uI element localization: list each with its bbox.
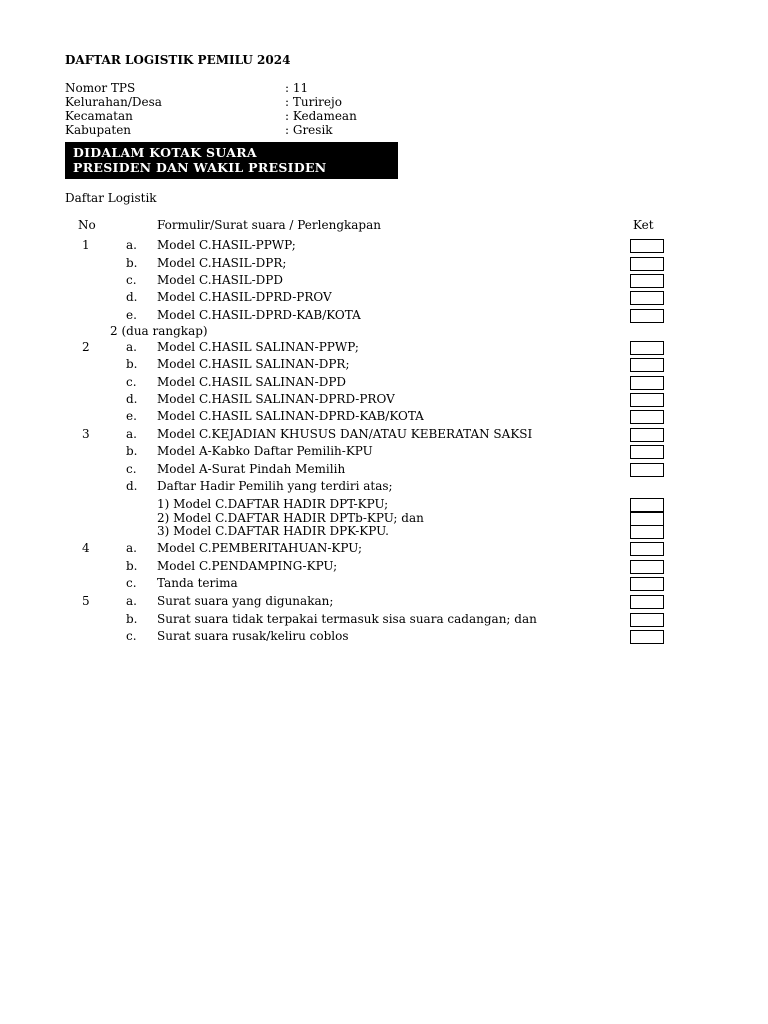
- item-text: 2) Model C.DAFTAR HADIR DPTb-KPU; dan: [157, 511, 424, 525]
- banner-line-1: DIDALAM KOTAK SUARA: [73, 145, 257, 160]
- meta-row-kecamatan: [65, 109, 465, 123]
- meta-value: : Kedamean: [285, 109, 357, 123]
- item-text: Model C.HASIL-DPRD-PROV: [157, 290, 332, 304]
- row-number: 2: [82, 340, 90, 354]
- ket-checkbox[interactable]: [630, 291, 664, 305]
- item-text: Model C.HASIL SALINAN-DPRD-PROV: [157, 392, 395, 406]
- meta-value: : Turirejo: [285, 95, 342, 109]
- column-header-ket: Ket: [633, 218, 654, 232]
- meta-value: : 11: [285, 81, 309, 95]
- ket-checkbox[interactable]: [630, 577, 664, 591]
- column-header-item: Formulir/Surat suara / Perlengkapan: [157, 218, 381, 232]
- item-text: Model C.HASIL SALINAN-DPRD-KAB/KOTA: [157, 409, 424, 423]
- item-letter: c.: [126, 462, 137, 476]
- item-text: Daftar Hadir Pemilih yang terdiri atas;: [157, 479, 393, 493]
- section-banner: [65, 142, 398, 179]
- meta-row-kelurahan: [65, 95, 465, 109]
- item-text: 1) Model C.DAFTAR HADIR DPT-KPU;: [157, 497, 389, 511]
- item-letter: c.: [126, 375, 137, 389]
- item-text: Model A-Surat Pindah Memilih: [157, 462, 346, 476]
- ket-checkbox[interactable]: [630, 613, 664, 627]
- ket-checkbox[interactable]: [630, 445, 664, 459]
- ket-checkbox[interactable]: [630, 376, 664, 390]
- item-letter: d.: [126, 392, 138, 406]
- ket-checkbox[interactable]: [630, 341, 664, 355]
- item-letter: a.: [126, 340, 137, 354]
- item-letter: d.: [126, 290, 138, 304]
- list-subheading: Daftar Logistik: [65, 191, 157, 205]
- item-text: Model C.HASIL SALINAN-PPWP;: [157, 340, 359, 354]
- item-text: Surat suara tidak terpakai termasuk sisa suara cadangan; dan: [157, 612, 537, 626]
- meta-label: Nomor TPS: [65, 81, 136, 95]
- meta-value: : Gresik: [285, 123, 333, 137]
- item-text: Model C.HASIL SALINAN-DPR;: [157, 357, 350, 371]
- item-letter: c.: [126, 629, 137, 643]
- item-letter: b.: [126, 256, 138, 270]
- meta-row-tps: [65, 81, 465, 95]
- item-letter: a.: [126, 594, 137, 608]
- item-text: 3) Model C.DAFTAR HADIR DPK-KPU.: [157, 524, 389, 538]
- item-letter: c.: [126, 273, 137, 287]
- ket-checkbox[interactable]: [630, 410, 664, 424]
- ket-checkbox[interactable]: [630, 595, 664, 609]
- row-number: 4: [82, 541, 90, 555]
- row-number: 1: [82, 238, 90, 252]
- ket-checkbox[interactable]: [630, 257, 664, 271]
- tps-info: [65, 81, 465, 137]
- ket-checkbox[interactable]: [630, 274, 664, 288]
- ket-checkbox[interactable]: [630, 239, 664, 253]
- ket-checkbox[interactable]: [630, 542, 664, 556]
- item-text: Model C.PEMBERITAHUAN-KPU;: [157, 541, 362, 555]
- item-letter: e.: [126, 308, 137, 322]
- meta-label: Kecamatan: [65, 109, 133, 123]
- row-number: 5: [82, 594, 90, 608]
- item-letter: b.: [126, 559, 138, 573]
- row-number: 3: [82, 427, 90, 441]
- item-letter: b.: [126, 612, 138, 626]
- banner-line-2: PRESIDEN DAN WAKIL PRESIDEN: [73, 160, 327, 175]
- item-letter: a.: [126, 427, 137, 441]
- item-text: Model C.HASIL-DPD: [157, 273, 283, 287]
- ket-checkbox[interactable]: [630, 309, 664, 323]
- item-letter: e.: [126, 409, 137, 423]
- item-letter: b.: [126, 357, 138, 371]
- ket-checkbox[interactable]: [630, 630, 664, 644]
- item-text: Model C.KEJADIAN KHUSUS DAN/ATAU KEBERATAN SAKSI: [157, 427, 533, 441]
- ket-checkbox[interactable]: [630, 463, 664, 477]
- ket-checkbox[interactable]: [630, 560, 664, 574]
- item-letter: a.: [126, 238, 137, 252]
- ket-checkbox[interactable]: [630, 512, 664, 526]
- ket-checkbox[interactable]: [630, 393, 664, 407]
- item-letter: b.: [126, 444, 138, 458]
- group-note: 2 (dua rangkap): [110, 324, 208, 338]
- item-text: Model A-Kabko Daftar Pemilih-KPU: [157, 444, 373, 458]
- item-text: Model C.HASIL SALINAN-DPD: [157, 375, 347, 389]
- ket-checkbox[interactable]: [630, 428, 664, 442]
- item-text: Model C.HASIL-DPRD-KAB/KOTA: [157, 308, 361, 322]
- item-text: Model C.PENDAMPING-KPU;: [157, 559, 338, 573]
- item-letter: c.: [126, 576, 137, 590]
- item-text: Model C.HASIL-DPR;: [157, 256, 287, 270]
- item-letter: d.: [126, 479, 138, 493]
- item-text: Surat suara rusak/keliru coblos: [157, 629, 349, 643]
- item-letter: a.: [126, 541, 137, 555]
- meta-label: Kabupaten: [65, 123, 132, 137]
- item-text: Model C.HASIL-PPWP;: [157, 238, 296, 252]
- item-text: Tanda terima: [157, 576, 238, 590]
- column-header-no: No: [78, 218, 96, 232]
- meta-row-kabupaten: [65, 123, 465, 137]
- ket-checkbox[interactable]: [630, 358, 664, 372]
- document-title: DAFTAR LOGISTIK PEMILU 2024: [65, 53, 291, 67]
- ket-checkbox[interactable]: [630, 525, 664, 539]
- meta-label: Kelurahan/Desa: [65, 95, 162, 109]
- item-text: Surat suara yang digunakan;: [157, 594, 334, 608]
- ket-checkbox[interactable]: [630, 498, 664, 512]
